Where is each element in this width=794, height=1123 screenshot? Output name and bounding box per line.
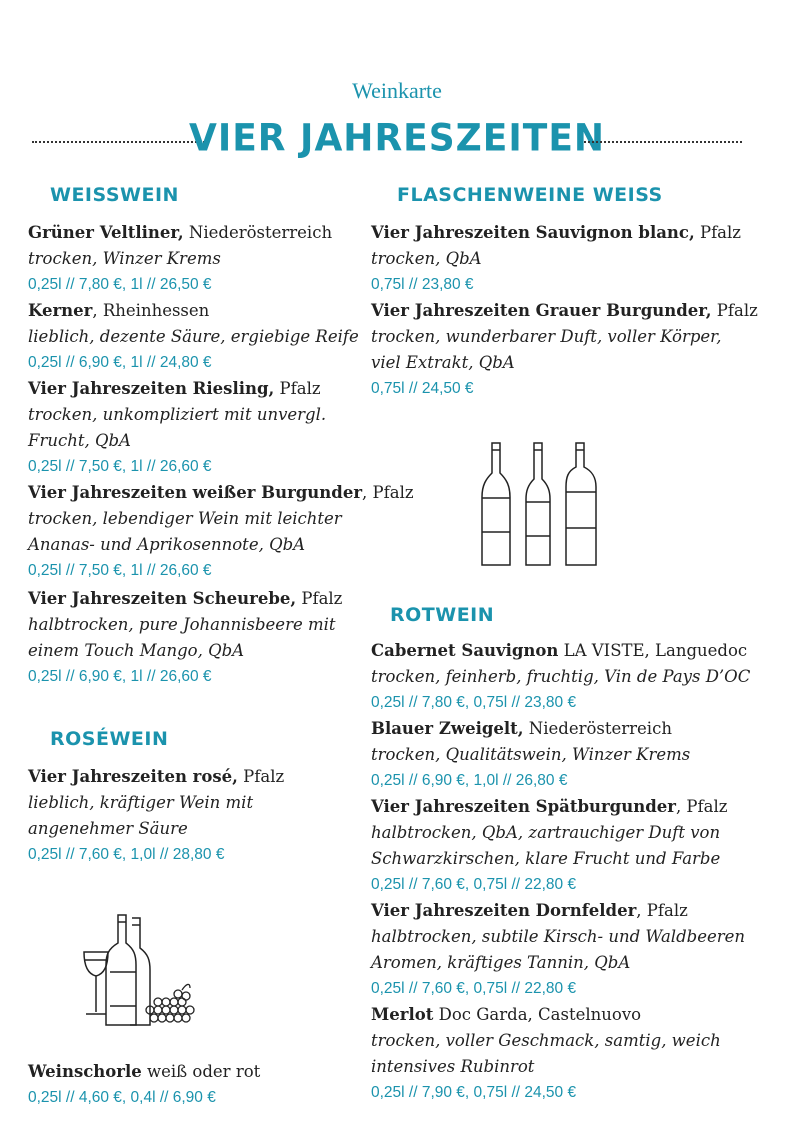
rosewein-list bbox=[28, 764, 378, 868]
wine-item bbox=[28, 586, 378, 690]
menu-title: VIER JAHRESZEITEN bbox=[188, 116, 606, 161]
wine-description: Aromen, kräftiges Tannin, QbA bbox=[371, 953, 631, 972]
wine-name-line bbox=[371, 638, 771, 664]
wine-name-line bbox=[371, 794, 771, 820]
wine-description: angenehmer Säure bbox=[28, 819, 188, 838]
section-heading-weisswein: WEISSWEIN bbox=[50, 184, 179, 206]
wine-item bbox=[371, 298, 771, 402]
wine-name: Vier Jahreszeiten rosé, bbox=[28, 767, 238, 786]
wine-origin: Niederösterreich bbox=[523, 719, 672, 738]
wine-origin: , Pfalz bbox=[362, 483, 414, 502]
wine-item bbox=[371, 716, 771, 794]
wine-price: 0,25l // 7,50 €, 1l // 26,60 € bbox=[28, 458, 212, 475]
wine-origin: Doc Garda, Castelnuovo bbox=[433, 1005, 642, 1024]
wine-description: trocken, voller Geschmack, samtig, weich bbox=[371, 1031, 721, 1050]
wine-description: Schwarzkirschen, klare Frucht und Farbe bbox=[371, 849, 721, 868]
wine-name-line bbox=[28, 1059, 260, 1085]
weinschorle-item bbox=[28, 1059, 260, 1111]
wine-item bbox=[371, 794, 771, 898]
wine-name-line bbox=[371, 298, 771, 324]
wine-name: Vier Jahreszeiten Sauvignon blanc, bbox=[371, 223, 695, 242]
wine-price: 0,25l // 7,90 €, 0,75l // 24,50 € bbox=[371, 1084, 577, 1101]
wine-description: trocken, lebendiger Wein mit leichter bbox=[28, 509, 342, 528]
wine-name-line bbox=[28, 298, 378, 324]
wine-description: trocken, Qualitätswein, Winzer Krems bbox=[371, 745, 691, 764]
wine-name: Grüner Veltliner, bbox=[28, 223, 184, 242]
wine-origin: , Rheinhessen bbox=[92, 301, 210, 320]
wine-price: 0,75l // 24,50 € bbox=[371, 380, 474, 397]
wine-origin: Pfalz bbox=[694, 223, 741, 242]
wine-description: trocken, feinherb, fruchtig, Vin de Pays D’OC bbox=[371, 667, 751, 686]
rotwein-list bbox=[371, 638, 771, 1106]
wine-name-line bbox=[28, 480, 414, 506]
wine-description: halbtrocken, subtile Kirsch- und Waldbeeren bbox=[371, 927, 746, 946]
wine-origin: LA VISTE, Languedoc bbox=[558, 641, 748, 660]
wine-item bbox=[371, 898, 771, 1002]
wine-origin: Niederösterreich bbox=[183, 223, 333, 242]
wine-name-line bbox=[371, 898, 771, 924]
wine-price: 0,25l // 7,80 €, 1l // 26,50 € bbox=[28, 276, 212, 293]
wine-item bbox=[28, 298, 378, 376]
wine-description: trocken, Winzer Krems bbox=[28, 249, 221, 268]
wine-description: lieblich, dezente Säure, ergiebige Reife bbox=[28, 327, 359, 346]
wine-description: halbtrocken, QbA, zartrauchiger Duft von bbox=[371, 823, 721, 842]
menu-subtitle: Weinkarte bbox=[352, 78, 442, 103]
wine-name: Weinschorle bbox=[28, 1062, 142, 1081]
three-bottles-icon bbox=[480, 440, 606, 568]
wine-name: Merlot bbox=[371, 1005, 434, 1024]
weisswein-list bbox=[28, 220, 414, 690]
wine-description: halbtrocken, pure Johannisbeere mit bbox=[28, 615, 336, 634]
decorative-divider-right bbox=[584, 141, 742, 143]
wine-description: Frucht, QbA bbox=[28, 431, 131, 450]
wine-name-line bbox=[371, 220, 771, 246]
wine-name: Blauer Zweigelt, bbox=[371, 719, 524, 738]
left-column bbox=[28, 182, 414, 868]
wine-bottles-glass-grapes-icon bbox=[78, 910, 200, 1030]
wine-name: Vier Jahreszeiten Spätburgunder bbox=[371, 797, 676, 816]
wine-name: Vier Jahreszeiten Dornfelder bbox=[371, 901, 637, 920]
wine-price: 0,25l // 7,50 €, 1l // 26,60 € bbox=[28, 562, 212, 579]
wine-origin: Pfalz bbox=[296, 589, 343, 608]
section-heading-flaschenweine: FLASCHENWEINE WEISS bbox=[397, 184, 663, 206]
section-heading-rotwein: ROTWEIN bbox=[390, 604, 495, 626]
wine-origin: Pfalz bbox=[274, 379, 321, 398]
wine-item bbox=[28, 220, 378, 298]
wine-price: 0,25l // 7,80 €, 0,75l // 23,80 € bbox=[371, 694, 577, 711]
wine-price: 0,25l // 6,90 €, 1l // 24,80 € bbox=[28, 354, 212, 371]
wine-item bbox=[371, 1002, 771, 1106]
wine-name: Vier Jahreszeiten Grauer Burgunder, bbox=[371, 301, 712, 320]
wine-item bbox=[28, 764, 378, 868]
wine-origin: , Pfalz bbox=[675, 797, 728, 816]
wine-origin: Pfalz bbox=[711, 301, 758, 320]
wine-item bbox=[28, 376, 378, 480]
wine-name-line bbox=[28, 376, 378, 402]
wine-description: trocken, unkompliziert mit unvergl. bbox=[28, 405, 327, 424]
wine-name-line bbox=[371, 716, 771, 742]
wine-description: trocken, QbA bbox=[371, 249, 482, 268]
wine-name: Kerner bbox=[28, 301, 93, 320]
wine-name: Vier Jahreszeiten weißer Burgunder bbox=[28, 483, 363, 502]
wine-name-line bbox=[28, 220, 378, 246]
wine-description: trocken, wunderbarer Duft, voller Körper, bbox=[371, 327, 722, 346]
wine-origin: Pfalz bbox=[237, 767, 285, 786]
wine-price: 0,25l // 7,60 €, 0,75l // 22,80 € bbox=[371, 980, 577, 997]
wine-name: Vier Jahreszeiten Riesling, bbox=[28, 379, 275, 398]
right-column-rotwein bbox=[371, 602, 771, 1106]
wine-name: Cabernet Sauvignon bbox=[371, 641, 559, 660]
wine-item bbox=[371, 220, 771, 298]
right-column bbox=[371, 182, 771, 402]
section-heading-rosewein: ROSÉWEIN bbox=[50, 728, 169, 750]
wine-description: lieblich, kräftiger Wein mit bbox=[28, 793, 254, 812]
wine-name: Vier Jahreszeiten Scheurebe, bbox=[28, 589, 297, 608]
wine-name-line bbox=[371, 1002, 771, 1028]
wine-origin: weiß oder rot bbox=[141, 1062, 261, 1081]
wine-name-line bbox=[28, 764, 378, 790]
wine-origin: , Pfalz bbox=[636, 901, 688, 920]
wine-item bbox=[28, 480, 414, 584]
wine-price: 0,25l // 6,90 €, 1l // 26,60 € bbox=[28, 668, 212, 685]
wine-price: 0,25l // 6,90 €, 1,0l // 26,80 € bbox=[371, 772, 568, 789]
wine-price: 0,25l // 7,60 €, 0,75l // 22,80 € bbox=[371, 876, 577, 893]
flaschenweine-list bbox=[371, 220, 771, 402]
wine-description: einem Touch Mango, QbA bbox=[28, 641, 245, 660]
wine-price: 0,25l // 7,60 €, 1,0l // 28,80 € bbox=[28, 846, 225, 863]
wine-price: 0,75l // 23,80 € bbox=[371, 276, 474, 293]
wine-price: 0,25l // 4,60 €, 0,4l // 6,90 € bbox=[28, 1089, 216, 1106]
wine-description: intensives Rubinrot bbox=[371, 1057, 535, 1076]
wine-description: viel Extrakt, QbA bbox=[371, 353, 515, 372]
wine-item bbox=[371, 638, 771, 716]
wine-name-line bbox=[28, 586, 378, 612]
wine-description: Ananas- und Aprikosennote, QbA bbox=[28, 535, 306, 554]
